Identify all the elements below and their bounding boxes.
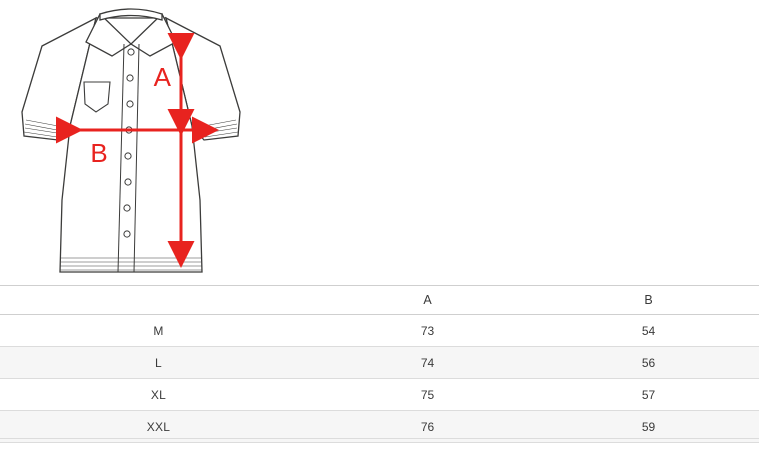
cell-a: 74 xyxy=(317,347,538,379)
button xyxy=(125,153,131,159)
label-a: A xyxy=(153,62,171,92)
button xyxy=(128,49,134,55)
button xyxy=(124,231,130,237)
cell-size: M xyxy=(0,315,317,347)
cell-b: 56 xyxy=(538,347,759,379)
cell-b: 57 xyxy=(538,379,759,411)
cell-size: L xyxy=(0,347,317,379)
column-header-b: B xyxy=(538,286,759,315)
table-head xyxy=(0,286,759,315)
column-header-a: A xyxy=(317,286,538,315)
column-header-size xyxy=(0,286,317,315)
shirt-body-group xyxy=(22,9,240,272)
button xyxy=(127,101,133,107)
button xyxy=(127,75,133,81)
cell-a: 73 xyxy=(317,315,538,347)
table-row xyxy=(0,379,759,411)
cell-a: 75 xyxy=(317,379,538,411)
table-header-row xyxy=(0,286,759,315)
size-measurements-table xyxy=(0,285,759,443)
table-bottom-divider xyxy=(0,438,759,439)
shirt-diagram-svg xyxy=(0,0,280,285)
cell-b: 59 xyxy=(538,411,759,443)
shirt-illustration xyxy=(0,0,280,285)
button xyxy=(124,205,130,211)
button xyxy=(125,179,131,185)
label-b: B xyxy=(90,138,108,168)
table-body xyxy=(0,315,759,443)
cell-size: XXL xyxy=(0,411,317,443)
table-row xyxy=(0,347,759,379)
cell-size: XL xyxy=(0,379,317,411)
cell-b: 54 xyxy=(538,315,759,347)
cell-a: 76 xyxy=(317,411,538,443)
table-row xyxy=(0,315,759,347)
